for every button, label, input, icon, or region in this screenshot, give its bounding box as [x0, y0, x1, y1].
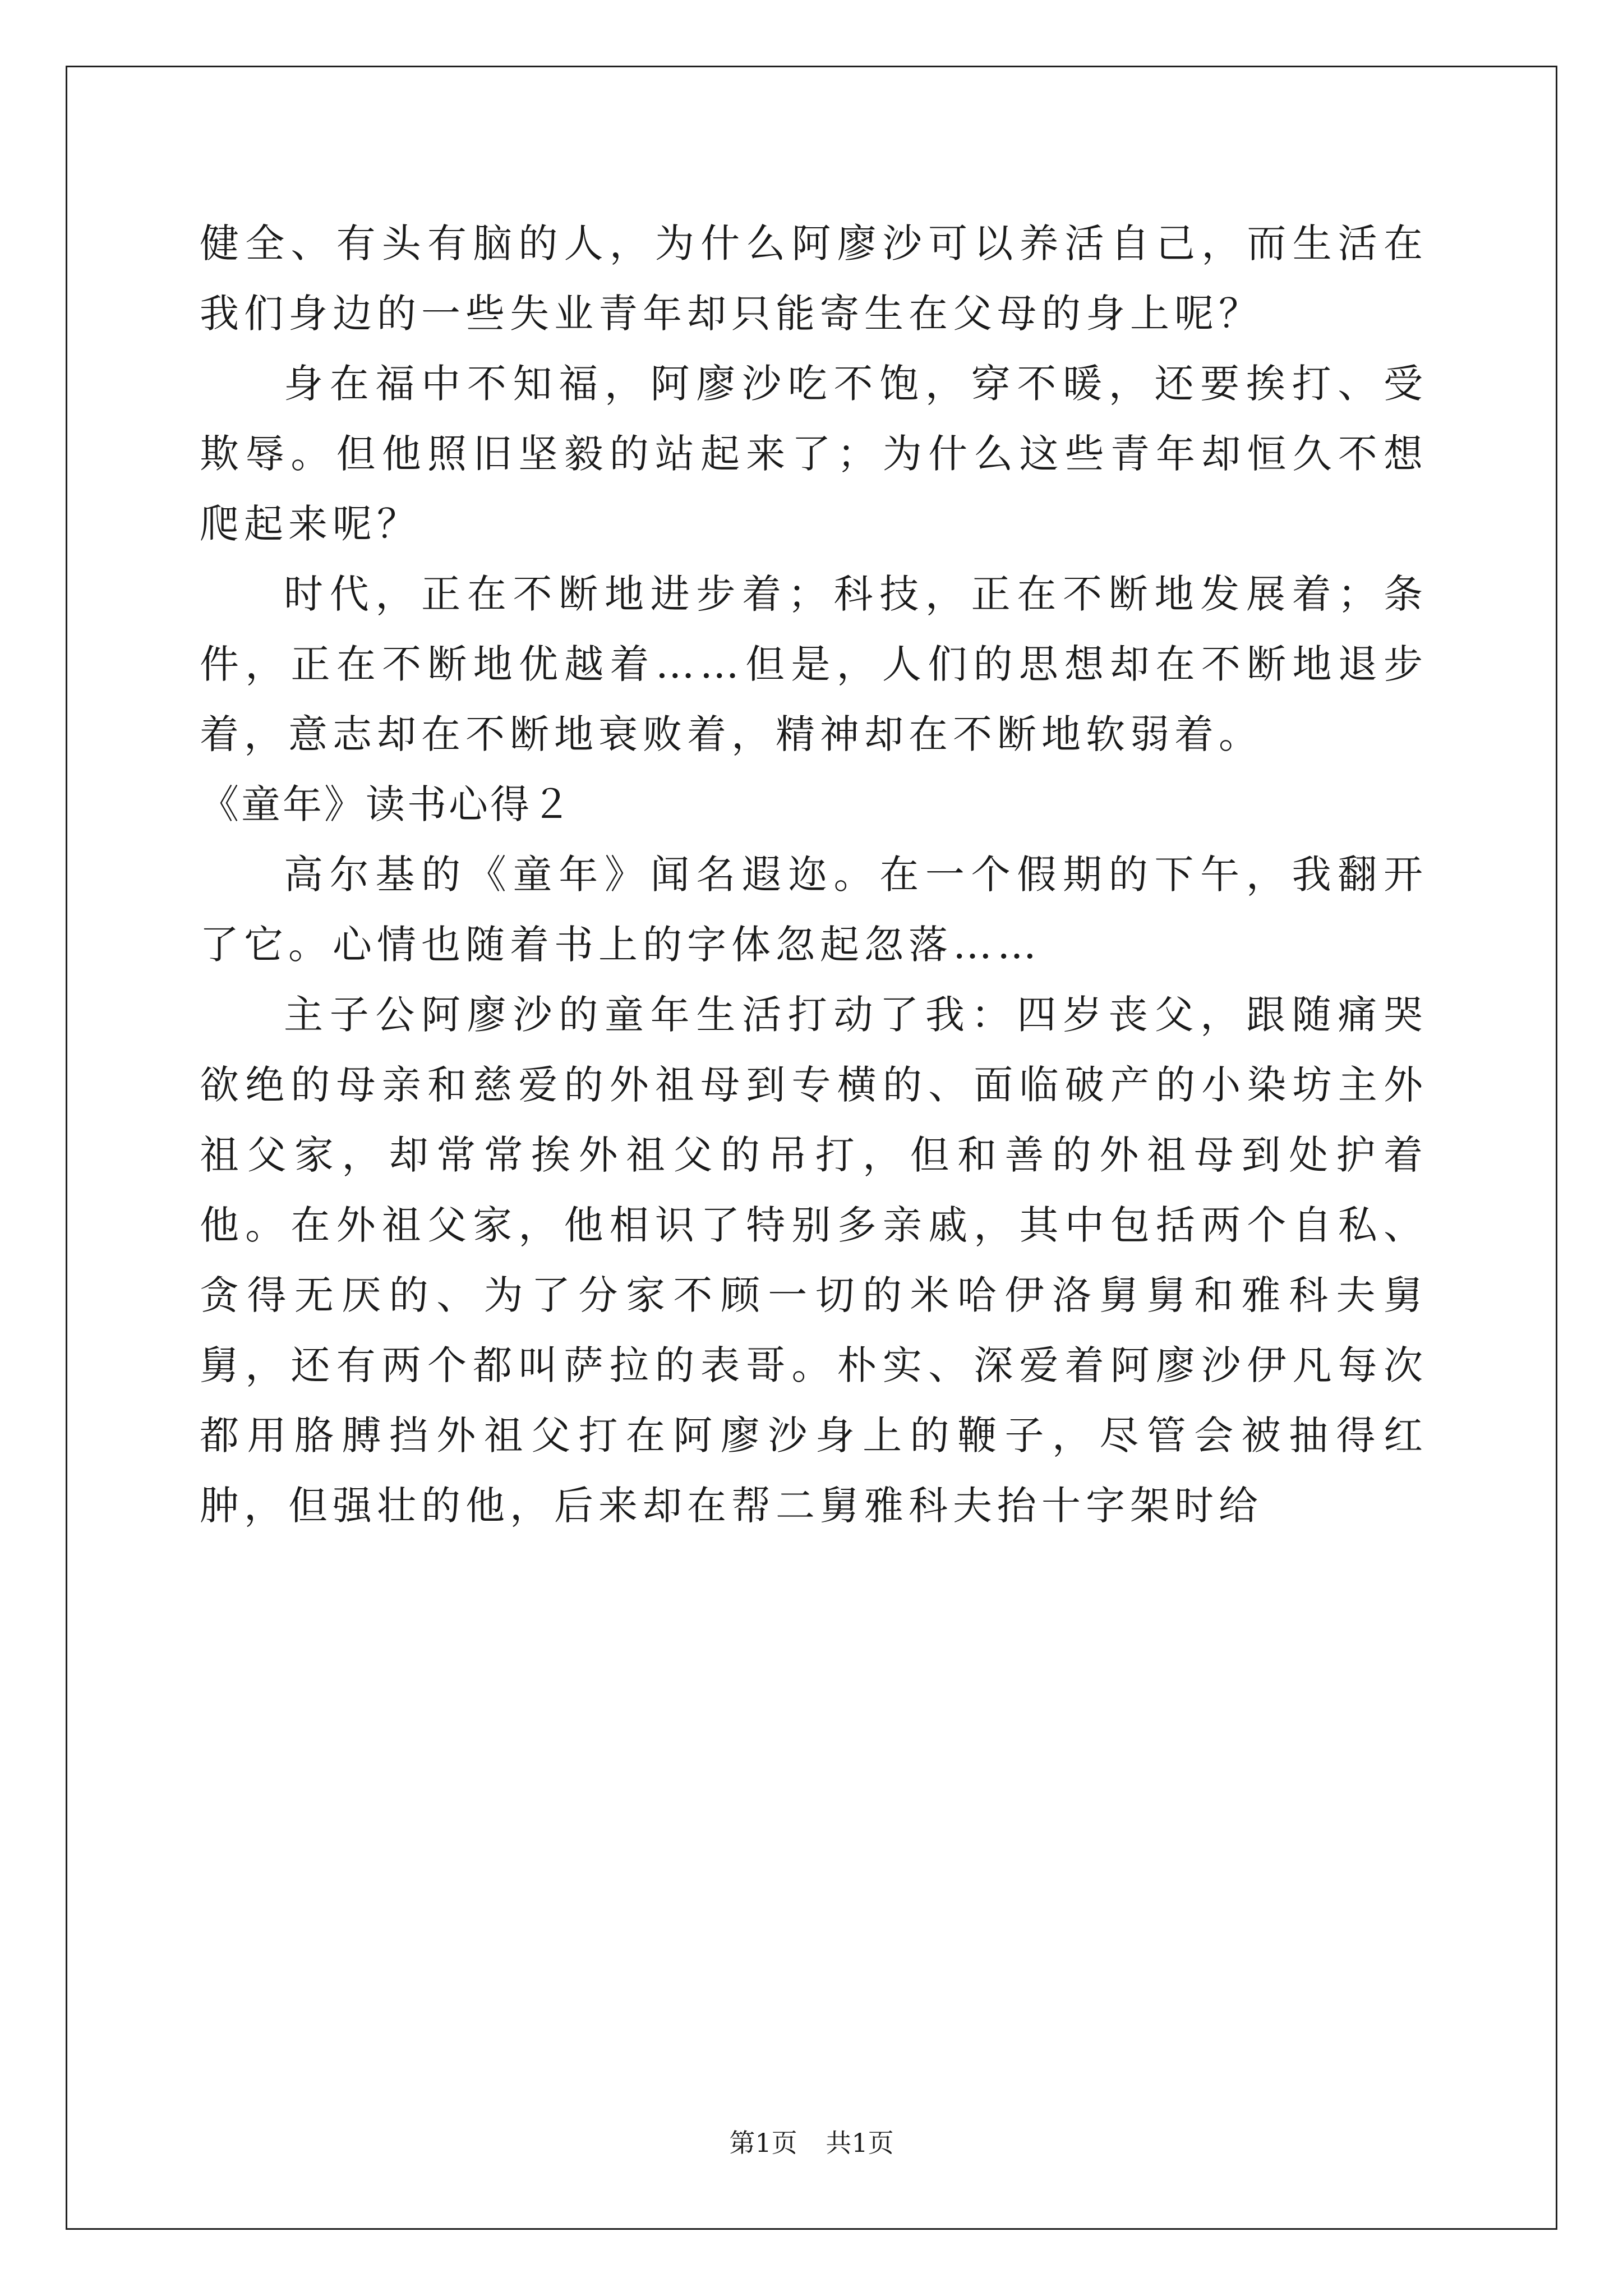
paragraph: 身在福中不知福，阿廖沙吃不饱，穿不暖，还要挨打、受欺辱。但他照旧坚毅的站起来了；为什么这些青年却恒久不想爬起来呢？ [200, 361, 1428, 547]
paragraph: 主子公阿廖沙的童年生活打动了我：四岁丧父，跟随痛哭欲绝的母亲和慈爱的外祖母到专横的、面临破产的小染坊主外祖父家，却常常挨外祖父的吊打，但和善的外祖母到处护着他。在外祖父家，他相识了特别多亲戚，其中包括两个自私、贪得无厌的、为了分家不顾一切的米哈伊洛舅舅和雅科夫舅舅，还有两个都叫萨拉的表哥。朴实、深爱着阿廖沙伊凡每次都用胳膊挡外祖父打在阿廖沙身上的鞭子，尽管会被抽得红肿，但强壮的他，后来却在帮二舅雅科夫抬十字架时给 [200, 992, 1428, 1529]
page-number: 第1页 [729, 2128, 797, 2158]
section-heading: 《童年》读书心得２ [200, 781, 573, 827]
paragraph: 健全、有头有脑的人，为什么阿廖沙可以养活自己，而生活在我们身边的一些失业青年却只能寄生在父母的身上呢？ [200, 220, 1428, 337]
page-footer [0, 2126, 1623, 2160]
paragraph: 时代，正在不断地进步着；科技，正在不断地发展着；条件，正在不断地优越着……但是，人们的思想却在不断地退步着，意志却在不断地衰败着，精神却在不断地软弱着。 [200, 571, 1428, 757]
page-total: 共1页 [826, 2128, 894, 2158]
document-body [200, 209, 1428, 1541]
paragraph: 高尔基的《童年》闻名遐迩。在一个假期的下午，我翻开了它。心情也随着书上的字体忽起忽落…… [200, 852, 1428, 968]
